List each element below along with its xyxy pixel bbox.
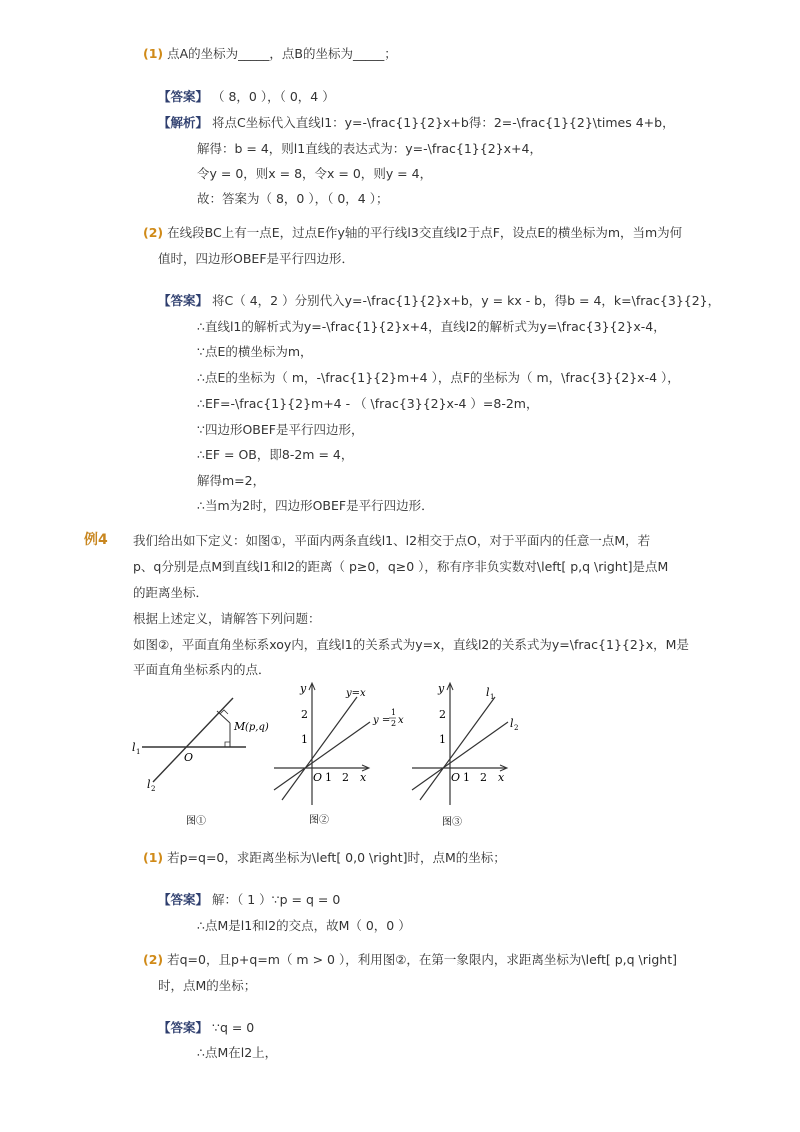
label-l2-sub: 2 [151,785,156,793]
label-l1: l [132,741,136,754]
q1-analysis-0 [158,113,675,131]
label-l1-sub: 1 [490,693,495,701]
ex4-line: p、q分别是点M到直线l1和l2的距离（ p≥0，q≥0 ），称有序非负实数对\left[ p,q \right]是点M [133,559,669,574]
answer-line: ∴点M在l2上， [197,1045,278,1060]
right-angle-mark [225,742,230,747]
label-line2-den: 2 [391,719,397,728]
q3-number: (1) [143,850,164,865]
label-y: y [438,682,445,695]
q1-answer-text: （ 8，0 ），（ 0，4 ） [212,89,335,104]
q3-question [143,848,506,866]
q2-number: (2) [143,225,164,240]
caption-fig2: 图② [309,815,329,826]
answer-line: ∴EF=-\frac{1}{2}m+4 - （ \frac{3}{2}x-4 ）=8-2m， [197,396,539,411]
answer-line: ∴EF = OB，即8-2m = 4， [197,447,354,462]
label-O: O [184,751,194,764]
label-pq: (p,q) [245,722,269,733]
ex4-line: 我们给出如下定义：如图①，平面内两条直线l1、l2相交于点O，对于平面内的任意一点M，若 [133,533,651,548]
answer-line: 将C（ 4，2 ）分别代入y=-\frac{1}{2}x+b，y = kx - b，得b = 4，k=\frac{3}{2}， [212,293,721,308]
tick-y-2: 2 [439,708,446,721]
figure-2 [262,680,412,830]
ex4-line: 平面直角坐标系内的点． [133,662,271,677]
q4-answer-0 [158,1018,254,1036]
q1-text: 点A的坐标为_____，点B的坐标为_____； [167,46,397,61]
answer-line: ∴直线l1的解析式为y=-\frac{1}{2}x+4，直线l2的解析式为y=\frac{3}{2}x-4， [197,319,666,334]
perp-to-l2 [217,711,230,723]
ex4-line: 如图②，平面直角坐标系xoy内，直线l1的关系式为y=x，直线l2的关系式为y=\frac{1}{2}x，M是 [133,637,689,652]
label-M: M [234,720,246,733]
line-y-eq-x [282,697,357,800]
answer-line: ∴点E的坐标为（ m，-\frac{1}{2}m+4 ），点F的坐标为（ m，\frac{3}{2}x-4 ）， [197,370,680,385]
label-line1: y=x [346,688,366,699]
answer-line: 解：（ 1 ）∵p = q = 0 [212,892,341,907]
q3-answer-0 [158,890,340,908]
q4-question [143,950,677,968]
label-y: y [300,682,307,695]
answer-label: 【答案】 [158,892,209,907]
label-line2-num: 1 [391,708,397,717]
answer-line: ∵点E的横坐标为m， [197,344,313,359]
tick-y-1: 1 [301,733,308,746]
tick-x-2: 2 [342,771,349,784]
analysis-line: 解得：b = 4，则l1直线的表达式为：y=-\frac{1}{2}x+4， [197,141,542,156]
tick-x-1: 1 [463,771,470,784]
label-x: x [360,771,367,784]
analysis-label: 【解析】 [158,115,209,130]
analysis-line: 令y = 0，则x = 8，令x = 0，则y = 4， [197,166,433,181]
label-l2: l [510,717,514,730]
q4-text-line: 时，点M的坐标； [158,978,257,993]
q2-answer-0 [158,291,720,309]
answer-line: ∴当m为2时，四边形OBEF是平行四边形． [197,498,434,513]
label-line2-var: x [398,715,404,726]
label-line2-left: y = [373,715,391,726]
tick-x-2: 2 [480,771,487,784]
answer-label: 【答案】 [158,89,209,104]
example-label: 例4 [84,532,108,548]
tick-x-1: 1 [325,771,332,784]
ex4-line: 的距离坐标． [133,585,209,600]
tick-y-2: 2 [301,708,308,721]
answer-line: ∴点M是l1和l2的交点，故M（ 0，0 ） [197,918,411,933]
answer-label: 【答案】 [158,293,209,308]
q4-number: (2) [143,952,164,967]
figure-1 [128,690,278,835]
analysis-line: 将点C坐标代入直线l1：y=-\frac{1}{2}x+b得：2=-\frac{1}{2}\times 4+b， [212,115,675,130]
q1-number: (1) [143,46,164,61]
caption-fig3: 图③ [442,817,462,828]
analysis-line: 故：答案为（ 8，0 ），（ 0，4 ）； [197,191,389,206]
label-l2: l [147,778,151,791]
label-l2-sub: 2 [514,724,519,732]
q2-text-line: 值时，四边形OBEF是平行四边形． [158,251,355,266]
answer-line: ∵四边形OBEF是平行四边形， [197,422,364,437]
label-O: O [313,771,323,784]
line-l1 [420,697,495,800]
label-l1: l [486,686,490,699]
figure-3 [400,680,530,830]
q2-question [143,223,682,241]
ex4-line: 根据上述定义，请解答下列问题： [133,611,321,626]
caption-fig1: 图① [186,816,206,827]
q2-text-line: 在线段BC上有一点E，过点E作y轴的平行线l3交直线l2于点F，设点E的横坐标为m，当m为何 [167,225,683,240]
answer-line: ∵q = 0 [212,1020,255,1035]
line-l2 [153,698,233,782]
answer-label: 【答案】 [158,1020,209,1035]
q1-answer [158,87,335,105]
q1-question [143,44,397,62]
q4-text-line: 若q=0，且p+q=m（ m > 0 ），利用图②，在第一象限内，求距离坐标为\left[ p,q \right] [167,952,677,967]
tick-y-1: 1 [439,733,446,746]
q3-text: 若p=q=0，求距离坐标为\left[ 0,0 \right]时，点M的坐标； [167,850,506,865]
answer-line: 解得m=2， [197,473,266,488]
label-x: x [498,771,505,784]
label-l1-sub: 1 [136,748,141,756]
label-O: O [451,771,461,784]
